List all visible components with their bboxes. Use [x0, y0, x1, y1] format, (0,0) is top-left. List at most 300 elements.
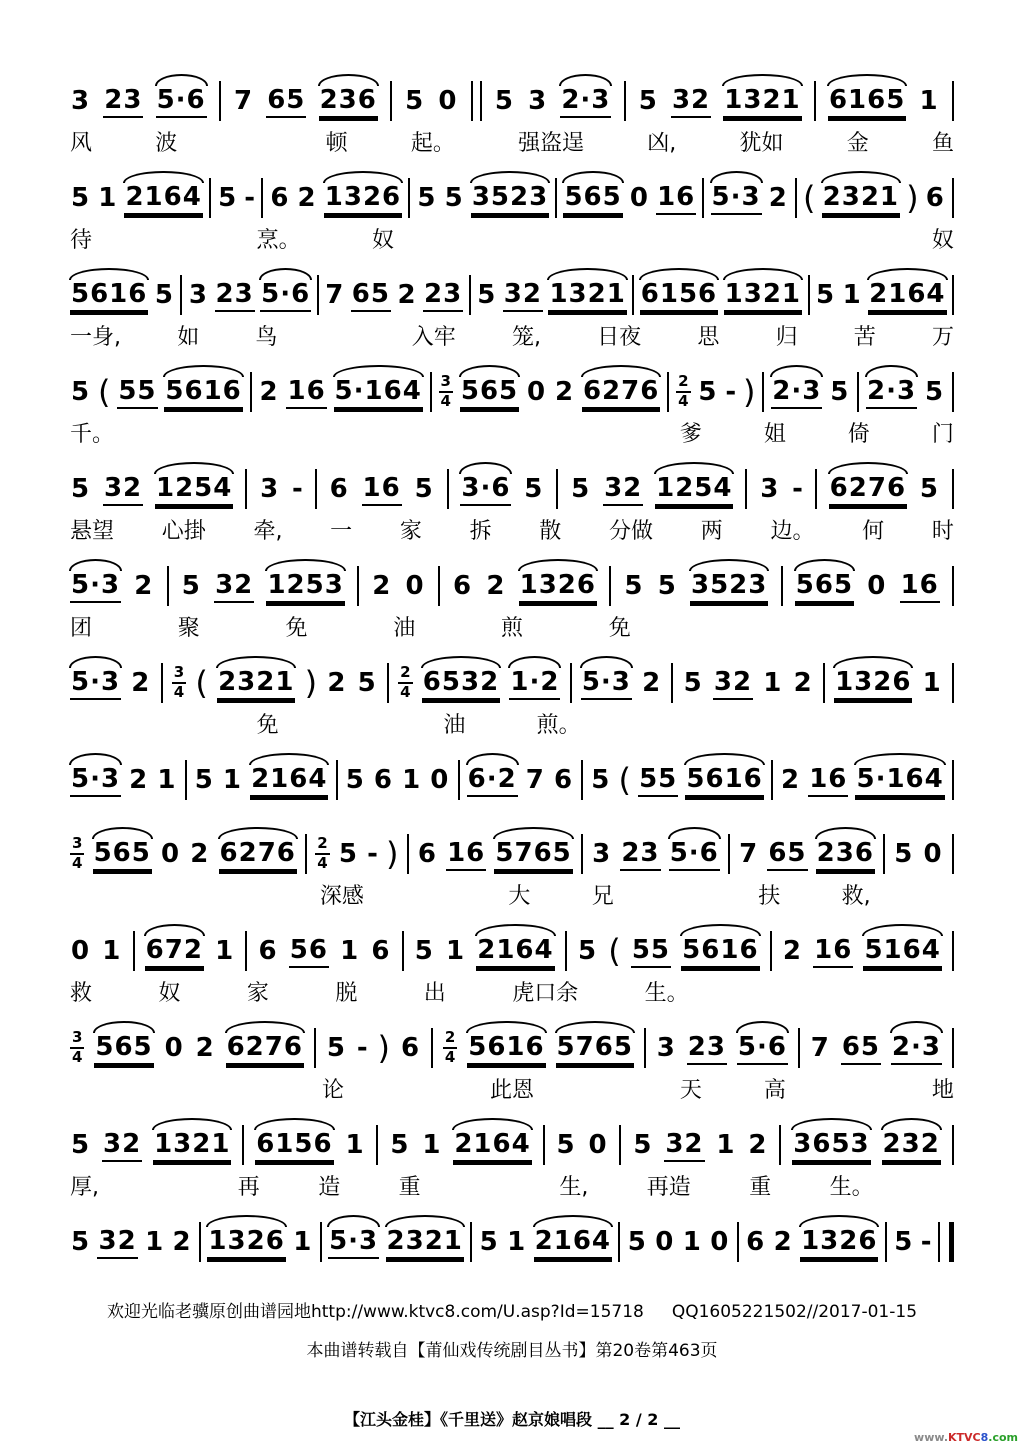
barline: [167, 566, 169, 606]
note-group: 5·6: [156, 85, 207, 118]
note-group: 1326: [519, 570, 597, 603]
note-group: 5: [181, 570, 201, 601]
dash-note: -: [920, 1227, 932, 1257]
barline: [305, 834, 307, 874]
time-signature: [70, 1030, 84, 1066]
note-group: 6276: [226, 1032, 304, 1065]
note-group: 236: [816, 838, 875, 871]
note-group: 2: [172, 1226, 192, 1257]
time-signature-numerator: 3: [70, 836, 84, 855]
barline: [430, 372, 432, 412]
note-group: 3523: [471, 182, 549, 215]
time-signature-numerator: 3: [439, 374, 453, 393]
lyric-syllable: 扶: [758, 884, 781, 909]
barline: [469, 275, 471, 315]
parenthesis: (: [97, 373, 111, 411]
note-group: 5: [218, 182, 238, 213]
time-signature-denominator: 4: [444, 1048, 456, 1066]
lyrics-row: [70, 980, 954, 1018]
note-group: 32: [664, 1129, 704, 1162]
lyric-syllable: 免: [256, 713, 279, 738]
parenthesis: (: [195, 664, 208, 702]
notation-row: [70, 169, 954, 227]
note-group: 5·164: [855, 764, 944, 797]
barline: [357, 566, 359, 606]
barline: [952, 372, 954, 412]
lyric-syllable: 入牢: [411, 325, 456, 350]
barline: [470, 1222, 472, 1262]
parenthesis: ): [377, 1029, 391, 1067]
lyric-syllable: 悬望: [70, 519, 115, 544]
lyric-syllable: 厚,: [70, 1175, 99, 1200]
note-group: 2: [327, 667, 347, 698]
lyric-syllable: 论: [321, 1078, 344, 1103]
barline: [565, 931, 567, 971]
note-group: 5: [571, 473, 591, 504]
note-group: 3653: [792, 1129, 870, 1162]
lyrics-row: [70, 421, 954, 459]
note-group: 1: [716, 1129, 736, 1160]
lyric-syllable: 深感: [319, 884, 364, 909]
note-group: 5: [338, 838, 358, 869]
note-group: 16: [808, 764, 848, 797]
barline: [814, 81, 816, 121]
time-signature-denominator: 4: [173, 683, 185, 701]
note-group: 6: [453, 570, 473, 601]
lyric-syllable: 造: [318, 1175, 341, 1200]
note-group: 5·3: [70, 667, 121, 700]
note-group: 5: [815, 279, 836, 310]
note-group: 1326: [834, 667, 912, 700]
barline: [667, 372, 669, 412]
note-group: 672: [145, 935, 204, 968]
note-group: 5: [633, 1129, 653, 1160]
lyric-syllable: 思: [697, 325, 720, 350]
note-group: 6: [270, 182, 290, 213]
notation-row: [70, 72, 954, 130]
note-group: 6156: [255, 1129, 333, 1162]
note-group: 6165: [828, 85, 906, 118]
watermark-segment: 8: [980, 1431, 989, 1444]
note-group: 1: [293, 1226, 313, 1257]
barline: [952, 178, 954, 218]
lyric-syllable: 虎口余: [512, 981, 579, 1006]
score-line: [70, 654, 954, 751]
barline: [728, 834, 730, 874]
note-group: 2: [134, 570, 154, 601]
dash-note: -: [244, 183, 256, 213]
barline: [581, 760, 583, 800]
notation-row: [70, 1116, 954, 1174]
note-group: 6532: [422, 667, 500, 700]
lyric-syllable: 鱼: [931, 131, 954, 156]
note-group: 5: [638, 85, 658, 116]
lyric-syllable: 顿: [325, 131, 348, 156]
note-group: 55: [638, 764, 678, 797]
barline: [624, 81, 626, 121]
note-group: 6: [329, 473, 349, 504]
lyric-syllable: 如: [177, 325, 200, 350]
note-group: 65: [767, 838, 807, 871]
barline: [952, 1028, 954, 1068]
note-group: 2·3: [891, 1032, 942, 1065]
note-group: 2164: [868, 279, 946, 312]
note-group: 16: [362, 473, 402, 506]
time-signature-numerator: 3: [172, 665, 186, 684]
note-group: 1: [102, 935, 122, 966]
lyrics-row: [70, 518, 954, 556]
note-group: 5616: [685, 764, 763, 797]
barline: [320, 1222, 322, 1262]
note-group: 5: [154, 279, 174, 310]
note-group: 1: [345, 1129, 365, 1160]
barline: [581, 834, 583, 874]
parenthesis: (: [608, 932, 621, 970]
barline: [779, 1125, 781, 1165]
note-group: 7: [233, 85, 254, 116]
note-group: 2164: [476, 935, 554, 968]
note-group: 5·6: [737, 1032, 788, 1065]
note-group: 0: [923, 838, 943, 869]
page-underscore-left: __: [597, 1410, 614, 1429]
time-signature-denominator: 4: [72, 1048, 83, 1066]
lyric-syllable: 一身,: [70, 325, 121, 350]
time-signature-denominator: 4: [317, 854, 328, 872]
lyric-syllable: 千。: [70, 422, 115, 447]
note-group: 65: [266, 85, 306, 118]
lyric-syllable: 家: [246, 981, 269, 1006]
note-group: 7: [810, 1032, 830, 1063]
note-group: 0: [438, 85, 458, 116]
note-group: 5: [524, 473, 544, 504]
barline: [245, 931, 247, 971]
note-group: 5·3: [711, 182, 762, 215]
note-group: 5: [624, 570, 644, 601]
note-group: 5: [71, 473, 91, 504]
note-group: 1253: [266, 570, 344, 603]
barline: [407, 834, 409, 874]
watermark-segment: .com: [988, 1431, 1018, 1444]
note-group: 5: [627, 1226, 647, 1257]
note-group: 232: [882, 1129, 941, 1162]
time-signature-numerator: 2: [398, 665, 412, 684]
dash-note: -: [356, 1033, 368, 1063]
barline: [952, 469, 954, 509]
lyric-syllable: 姐: [763, 422, 786, 447]
lyric-syllable: 笼,: [511, 325, 541, 350]
note-group: 2: [397, 279, 417, 310]
note-group: 1321: [548, 279, 626, 312]
barline: [408, 178, 410, 218]
lyric-syllable: 爹: [679, 422, 702, 447]
barline: [770, 931, 772, 971]
note-group: 7: [325, 279, 345, 310]
barline: [952, 81, 954, 121]
lyric-syllable: 分做: [609, 519, 654, 544]
note-group: 565: [93, 838, 152, 871]
note-group: 6: [746, 1226, 766, 1257]
note-group: 5: [556, 1129, 576, 1160]
note-group: 6: [400, 1032, 421, 1063]
note-group: 6: [417, 838, 437, 869]
lyrics-row: [70, 615, 954, 653]
note-group: 1: [422, 1129, 442, 1160]
barline: [815, 469, 817, 509]
lyric-syllable: 鸟: [255, 325, 278, 350]
note-group: 2: [642, 667, 662, 698]
barline: [952, 931, 954, 971]
note-group: 1: [340, 935, 360, 966]
note-group: 6: [371, 935, 391, 966]
lyrics-row: [70, 324, 954, 362]
credit-site-text: 欢迎光临老骥原创曲谱园地http://www.ktvc8.com/U.asp?Id=15718: [106, 1302, 644, 1322]
note-group: 32: [102, 1129, 142, 1162]
lyric-syllable: 奴: [158, 981, 181, 1006]
page-underscore-right: __: [664, 1410, 680, 1429]
lyrics-row: [70, 130, 954, 168]
note-group: 1: [145, 1226, 165, 1257]
note-group: 0: [161, 838, 181, 869]
score-line: [70, 266, 954, 363]
note-group: 5·3: [581, 667, 632, 700]
watermark-segment: www.: [914, 1431, 948, 1444]
note-group: 2321: [386, 1226, 464, 1259]
note-group: 2·3: [866, 376, 917, 409]
lyric-syllable: 此恩: [489, 1078, 534, 1103]
note-group: 1: [682, 1226, 702, 1257]
barline: [702, 178, 704, 218]
note-group: 5: [444, 182, 464, 213]
lyric-syllable: 归: [775, 325, 798, 350]
barline: [952, 566, 954, 606]
note-group: 1321: [153, 1129, 231, 1162]
note-group: 6276: [582, 376, 660, 409]
barline: [609, 566, 611, 606]
note-group: 565: [795, 570, 854, 603]
lyric-syllable: 两: [700, 519, 723, 544]
time-signature: [70, 836, 84, 872]
lyric-syllable: 救,: [841, 884, 871, 909]
credit-line: [70, 1297, 954, 1322]
lyric-syllable: 一: [330, 519, 353, 544]
lyrics-row: [70, 227, 954, 265]
note-group: 3: [260, 473, 280, 504]
note-group: 0: [588, 1129, 608, 1160]
note-group: 5: [390, 1129, 410, 1160]
note-group: 5: [577, 935, 598, 966]
lyrics-row: [70, 883, 954, 921]
note-group: 3: [528, 85, 548, 116]
note-group: 5: [414, 935, 434, 966]
time-signature: [315, 836, 329, 872]
score-line: [70, 922, 954, 1019]
barline: [883, 834, 885, 874]
note-group: 5616: [164, 376, 242, 409]
barline: [885, 1222, 887, 1262]
note-group: 32: [103, 473, 143, 506]
double-barline: [471, 81, 482, 121]
note-group: 6: [258, 935, 278, 966]
note-group: 56: [289, 935, 329, 968]
barline: [133, 931, 135, 971]
note-group: 16: [900, 570, 940, 603]
lyric-syllable: 出: [423, 981, 446, 1006]
barline: [387, 663, 389, 703]
note-group: 2: [129, 764, 149, 795]
reprint-line: [70, 1336, 954, 1361]
barline: [952, 760, 954, 800]
note-group: 2: [372, 570, 392, 601]
barline: [762, 372, 764, 412]
lyric-syllable: 拆: [469, 519, 492, 544]
lyric-syllable: 再造: [646, 1175, 691, 1200]
note-group: 1321: [723, 85, 801, 118]
lyric-syllable: 聚: [177, 616, 200, 641]
piece-title: 【江头金桂】《千里送》赵京娘唱段: [344, 1410, 593, 1429]
score-line: [70, 1116, 954, 1213]
lyric-syllable: 时: [931, 519, 954, 544]
note-group: 5: [345, 764, 365, 795]
barline: [823, 663, 825, 703]
note-group: 0: [71, 935, 91, 966]
lyric-syllable: 待: [70, 228, 93, 253]
note-group: 0: [430, 764, 450, 795]
note-group: 65: [351, 279, 391, 312]
note-group: 2: [297, 182, 317, 213]
note-group: 0: [655, 1226, 675, 1257]
score-line: [70, 363, 954, 460]
note-group: 5: [71, 182, 91, 213]
note-group: 3: [592, 838, 612, 869]
barline: [376, 1125, 378, 1165]
note-group: 5765: [556, 1032, 634, 1065]
lyric-syllable: 油: [393, 616, 416, 641]
lyric-syllable: 门: [931, 422, 954, 447]
time-signature-numerator: 3: [70, 1030, 84, 1049]
dash-note: -: [367, 839, 378, 869]
time-signature-denominator: 4: [678, 392, 689, 410]
barline: [745, 469, 747, 509]
barline: [555, 178, 557, 218]
barline: [242, 1125, 244, 1165]
time-signature: [439, 374, 453, 410]
note-group: 1326: [324, 182, 402, 215]
note-group: 2: [793, 667, 813, 698]
note-group: 5: [657, 570, 677, 601]
barline: [438, 566, 440, 606]
note-group: 1321: [724, 279, 802, 312]
note-group: 16: [286, 376, 326, 409]
notation-row: [70, 751, 954, 809]
note-group: 1: [446, 935, 466, 966]
score-line: [70, 169, 954, 266]
barline: [771, 760, 773, 800]
lyrics-row: [70, 1077, 954, 1115]
barline: [795, 178, 797, 218]
lyric-syllable: 波: [155, 131, 178, 156]
parenthesis: ): [743, 373, 756, 411]
note-group: 6: [925, 182, 945, 213]
barline: [857, 372, 859, 412]
note-group: 565: [563, 182, 622, 215]
lyric-syllable: 重: [749, 1175, 772, 1200]
note-group: 6·2: [467, 764, 518, 797]
dash-note: -: [725, 377, 737, 407]
lyric-syllable: 家: [399, 519, 422, 544]
note-group: 0: [629, 182, 649, 213]
lyric-syllable: 烹。: [256, 228, 301, 253]
note-group: 1: [402, 764, 422, 795]
note-group: 3523: [690, 570, 768, 603]
lyrics-row: [70, 712, 954, 750]
note-group: 2·3: [560, 85, 611, 118]
note-group: 16: [446, 838, 486, 871]
score-line: [70, 460, 954, 557]
note-group: 32: [214, 570, 254, 603]
note-group: 2: [554, 376, 575, 407]
barline: [798, 1028, 800, 1068]
lyric-syllable: 奴: [371, 228, 394, 253]
note-group: 6276: [219, 838, 297, 871]
lyric-syllable: 倚: [847, 422, 870, 447]
time-signature-numerator: 2: [676, 374, 690, 393]
note-group: 1: [98, 182, 118, 213]
notation-row: [70, 825, 954, 883]
barline: [618, 1222, 620, 1262]
time-signature: [443, 1030, 457, 1066]
parenthesis: ): [304, 664, 318, 702]
barline: [737, 1222, 739, 1262]
lyric-syllable: 油: [443, 713, 466, 738]
note-group: 23: [423, 279, 463, 312]
barline: [447, 469, 449, 509]
note-group: 3: [760, 473, 780, 504]
note-group: 5616: [681, 935, 759, 968]
barline: [952, 834, 954, 874]
lyric-syllable: 救: [70, 981, 93, 1006]
note-group: 5·3: [328, 1226, 379, 1259]
lyric-syllable: 起。: [410, 131, 455, 156]
final-barline: [938, 1222, 954, 1262]
dash-note: -: [792, 474, 803, 504]
note-group: 16: [656, 182, 696, 215]
note-group: 2321: [217, 667, 295, 700]
note-group: 23: [620, 838, 660, 871]
barline: [952, 1125, 954, 1165]
note-group: 2164: [250, 764, 328, 797]
notation-row: [70, 1019, 954, 1077]
note-group: 2164: [453, 1129, 531, 1162]
note-group: 1326: [207, 1226, 285, 1259]
lyric-syllable: 苦: [853, 325, 876, 350]
note-group: 5: [477, 279, 497, 310]
barline: [570, 663, 572, 703]
note-group: 565: [94, 1032, 153, 1065]
note-group: 2: [195, 1032, 215, 1063]
barline: [644, 1028, 646, 1068]
note-group: 5: [894, 838, 914, 869]
note-group: 5: [479, 1226, 499, 1257]
note-group: 5: [894, 1226, 914, 1257]
dash-note: -: [292, 474, 303, 504]
note-group: 5: [71, 1129, 91, 1160]
barline: [209, 178, 211, 218]
notation-row: [70, 460, 954, 518]
note-group: 23: [687, 1032, 727, 1065]
barline: [336, 760, 338, 800]
score-line: [70, 1019, 954, 1116]
lyric-syllable: 煎: [501, 616, 524, 641]
